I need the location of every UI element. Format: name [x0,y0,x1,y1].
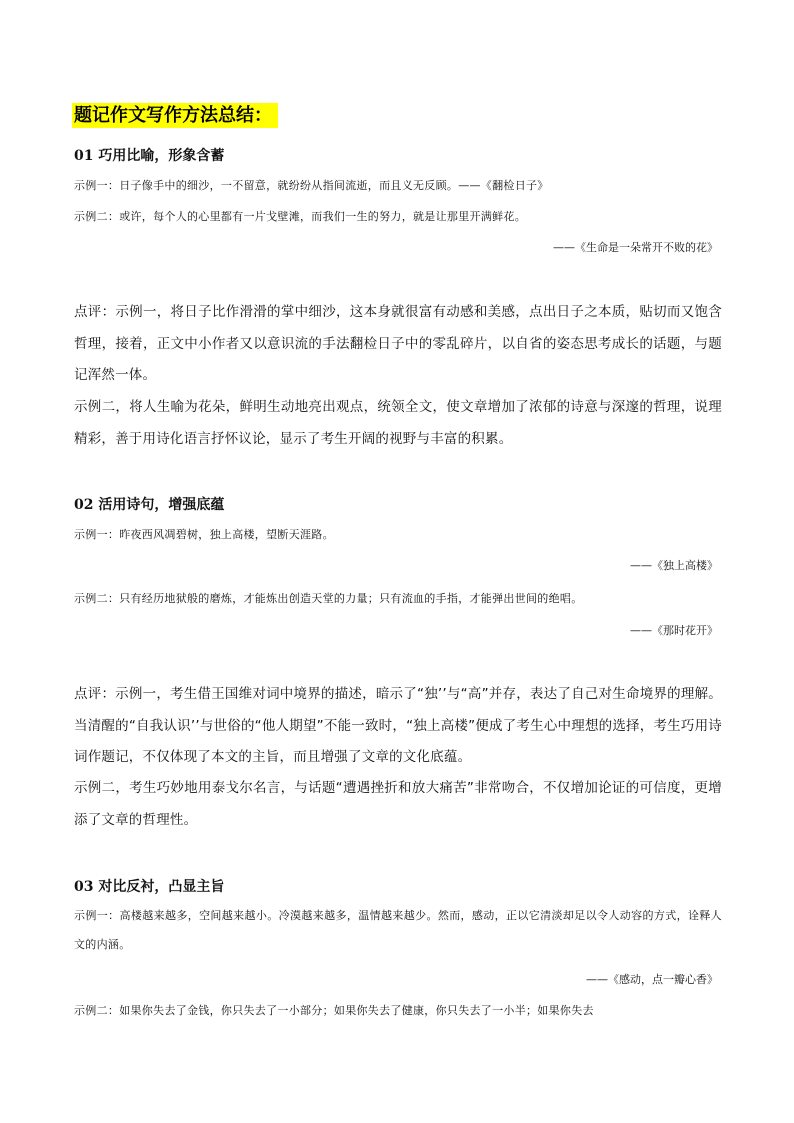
example-source: ——《生命是一朵常开不败的花》 [553,241,718,254]
page-title: 题记作文写作方法总结： [72,103,278,128]
comment-paragraph: 示例二，考生巧妙地用泰戈尔名言，与话题“遭遇挫折和放大痛苦”非常吻合，不仅增加论证的可信度，更增添了文章的哲理性。 [74,780,722,828]
comment-paragraph: 示例二，将人生喻为花朵，鲜明生动地亮出观点，统领全文，使文章增加了浓郁的诗意与深邃的哲理，说理精彩，善于用诗化语言抒怀议论，显示了考生开阔的视野与丰富的积累。 [74,399,722,447]
example-text: 示例二：如果你失去了金钱，你只失去了一小部分；如果你失去了健康，你只失去了一小半；如果你失去 [74,1004,594,1017]
comment-paragraph: 点评：示例一，将日子比作滑滑的掌中细沙，这本身就很富有动感和美感，点出日子之本质，贴切而又饱含哲理，接着，正文中小作者又以意识流的手法翻检日子中的零乱碎片，以自省的姿态思考成长的话题，与题记浑然一体。 [74,304,722,383]
example-source: ——《独上高楼》 [630,559,718,572]
example-text: 示例一：昨夜西风凋碧树，独上高楼，望断天涯路。 [74,528,334,541]
section-heading-01: 01 巧用比喻，形象含蓄 [74,148,225,164]
example-text: 示例一：高楼越来越多，空间越来越小。冷漠越来越多，温情越来越少。然而，感动，正以它清淡却足以令人动容的方式，诠释人文的内涵。 [74,909,722,951]
section-heading-02: 02 活用诗句，增强底蕴 [74,497,225,513]
comment-paragraph: 点评：示例一，考生借王国维对词中境界的描述，暗示了“独’’与“高”并存，表达了自己对生命境界的理解。当清醒的“自我认识’’与世俗的“他人期望”不能一致时，“独上高楼”便成了考生心中理想的选择，考生巧用诗词作题记，不仅体现了本文的主旨，而且增强了文章的文化底蕴。 [74,686,722,765]
example-text: 示例二：只有经历地狱般的磨炼，才能炼出创造天堂的力量；只有流血的手指，才能弹出世间的绝唱。 [74,592,583,605]
example-text: 示例一：日子像手中的细沙，一不留意，就纷纷从指间流逝，而且义无反顾。——《翻检日子》 [74,179,549,192]
section-heading-03: 03 对比反衬，凸显主旨 [74,879,225,895]
example-text: 示例二：或许，每个人的心里都有一片戈壁滩，而我们一生的努力，就是让那里开满鲜花。 [74,210,526,223]
example-source: ——《感动，点一瓣心香》 [586,973,718,986]
example-source: ——《那时花开》 [630,624,718,637]
